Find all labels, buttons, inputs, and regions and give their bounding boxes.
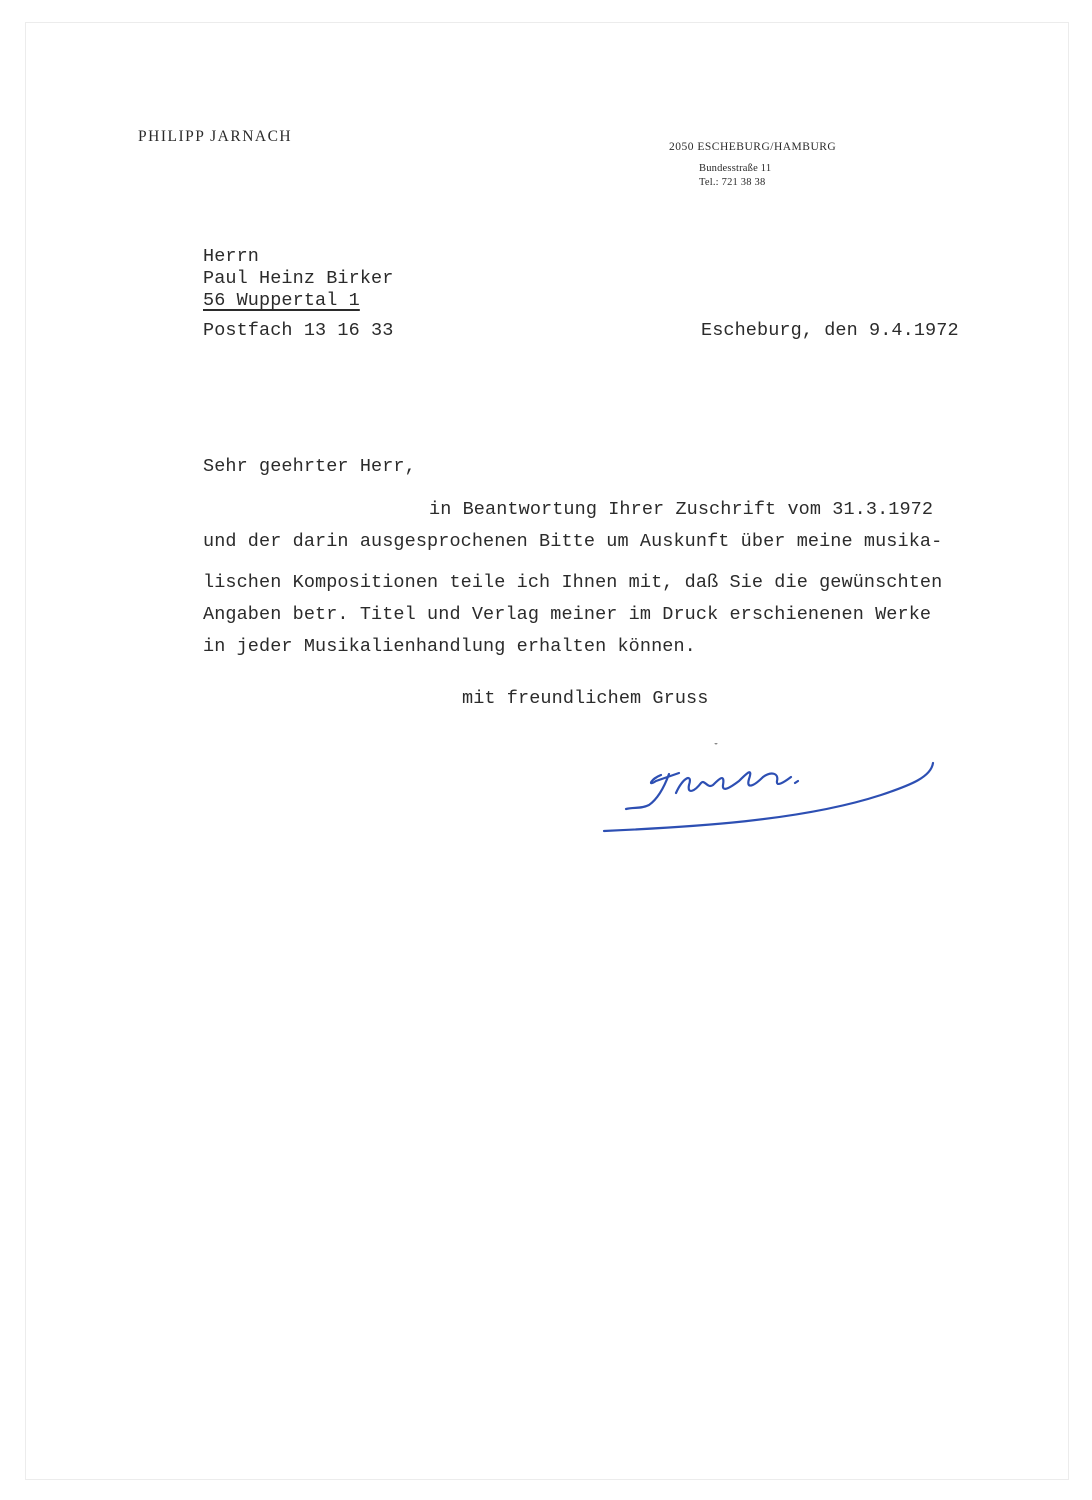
letterhead-street: Bundesstraße 11 [699, 163, 772, 174]
handwritten-signature [601, 743, 946, 843]
body-line-4: Angaben betr. Titel und Verlag meiner im Druck erschienenen Werke [203, 604, 932, 625]
body-line-3: lischen Kompositionen teile ich Ihnen mit, daß Sie die gewünschten [203, 572, 943, 593]
recipient-city: 56 Wuppertal 1 [203, 290, 360, 311]
signature-strokes [604, 763, 933, 831]
body-line-2: und der darin ausgesprochenen Bitte um Auskunft über meine musika- [203, 531, 943, 552]
date-line: Escheburg, den 9.4.1972 [701, 320, 959, 341]
letterhead-city: 2050 ESCHEBURG/HAMBURG [669, 141, 837, 153]
ink-dot [715, 743, 718, 745]
closing: mit freundlichem Gruss [462, 688, 709, 709]
body-line-1: in Beantwortung Ihrer Zuschrift vom 31.3.1972 [429, 499, 934, 520]
letterhead-sender-name: PHILIPP JARNACH [138, 128, 293, 145]
greeting: Sehr geehrter Herr, [203, 456, 416, 477]
letterhead-phone: Tel.: 721 38 38 [699, 177, 766, 188]
letter-page [25, 22, 1069, 1480]
recipient-po-box: Postfach 13 16 33 [203, 320, 394, 341]
recipient-salutation: Herrn [203, 246, 260, 267]
recipient-name: Paul Heinz Birker [203, 268, 394, 289]
body-line-5: in jeder Musikalienhandlung erhalten können. [203, 636, 696, 657]
